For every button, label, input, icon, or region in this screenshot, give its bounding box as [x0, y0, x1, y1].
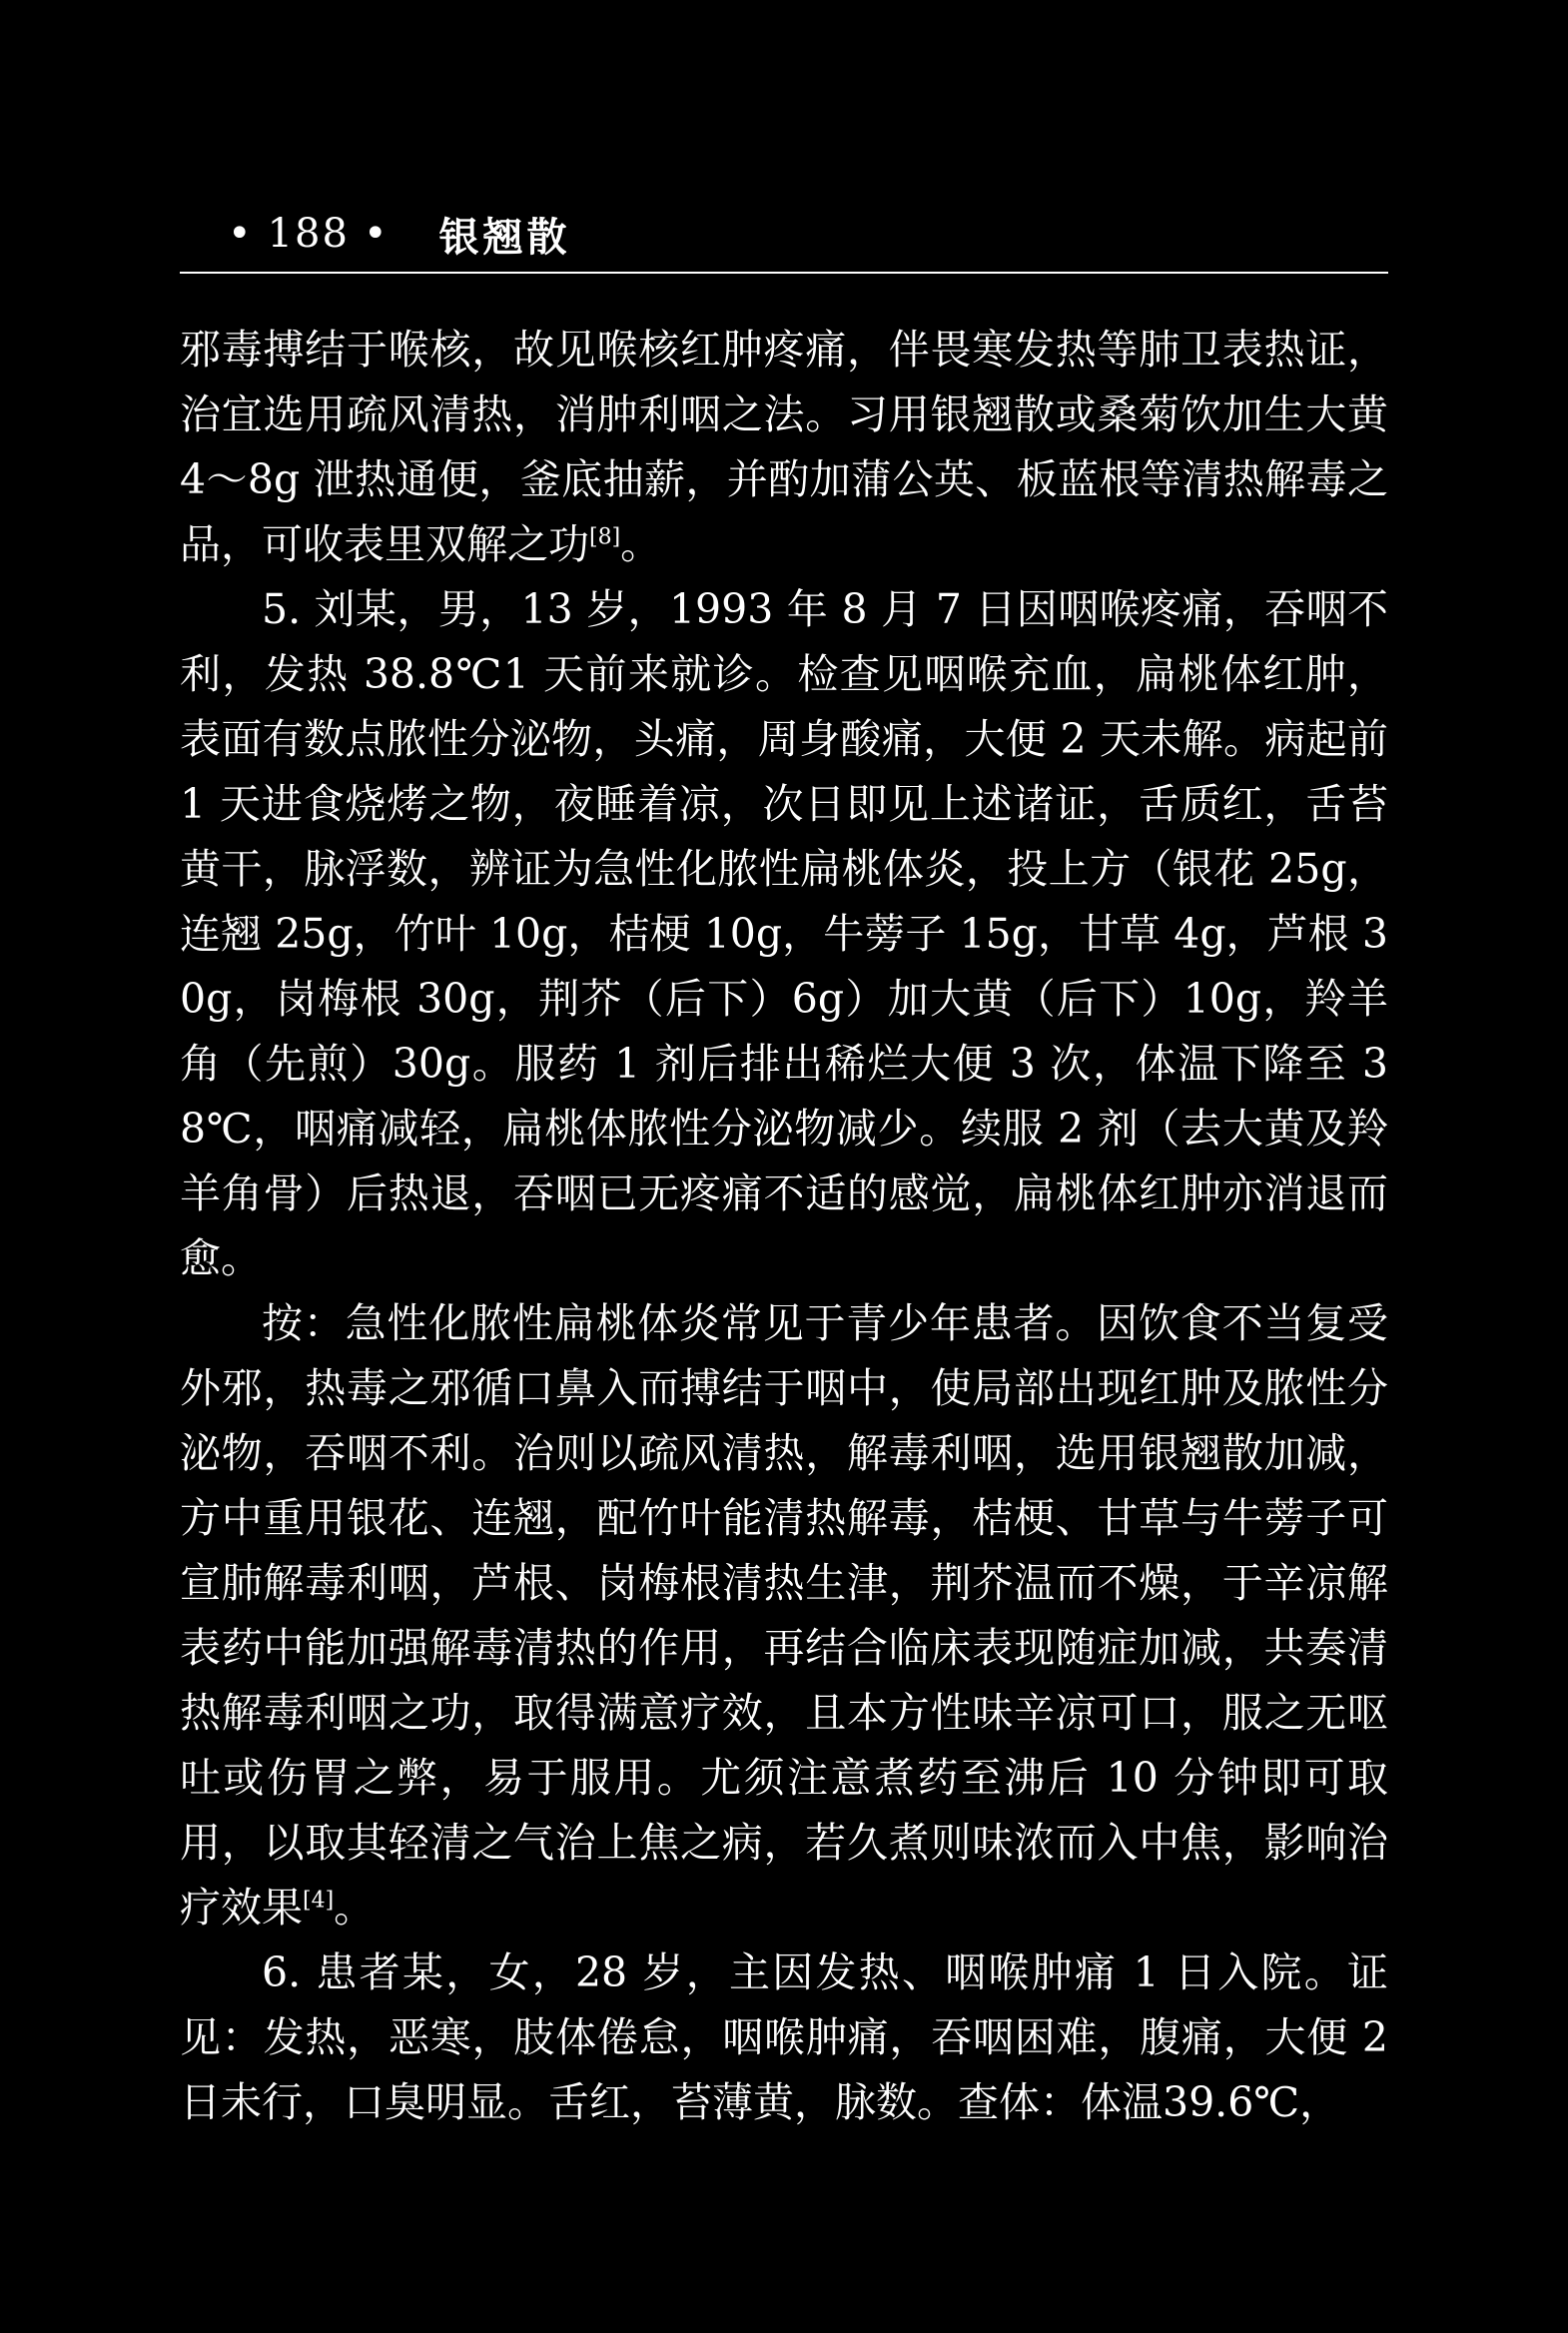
- header-rule: [180, 272, 1388, 274]
- header-bullet-right: •: [363, 211, 390, 257]
- citation-ref: [4]: [303, 1888, 335, 1914]
- book-title: 银翘散: [438, 213, 571, 261]
- paragraph-text: 邪毒搏结于喉核，故见喉核红肿疼痛，伴畏寒发热等肺卫表热证，治宜选用疏风清热，消肿利咽之法。习用银翘散或桑菊饮加生大黄 4～8g 泄热通便，釜底抽薪，并酌加蒲公英、板蓝根等清热解毒之品，可收表里双解之功: [180, 326, 1388, 568]
- header-bullet-left: •: [228, 211, 254, 257]
- paragraph-text: 按：急性化脓性扁桃体炎常见于青少年患者。因饮食不当复受外邪，热毒之邪循口鼻入而搏结于咽中，使局部出现红肿及脓性分泌物，吞咽不利。治则以疏风清热，解毒利咽，选用银翘散加减，方中重用银花、连翘，配竹叶能清热解毒，桔梗、甘草与牛蒡子可宣肺解毒利咽，芦根、岗梅根清热生津，荆芥温而不燥，于辛凉解表药中能加强解毒清热的作用，再结合临床表现随症加减，共奏清热解毒利咽之功，取得满意疗效，且本方性味辛凉可口，服之无呕吐或伤胃之弊，易于服用。尤须注意煮药至沸后 10 分钟即可取用，以取其轻清之气治上焦之病，若久煮则味浓而入中焦，影响治疗效果: [180, 1299, 1388, 1932]
- citation-ref: [8]: [589, 524, 621, 550]
- paragraph-continued: [180, 318, 1388, 577]
- paragraph-text: 6. 患者某，女，28 岁，主因发热、咽喉肿痛 1 日入院。证见：发热，恶寒，肢体倦怠，咽喉肿痛，吞咽困难，腹痛，大便 2日未行，口臭明显。舌红，苔薄黄，脉数。查体：体温39.6℃，: [180, 1948, 1388, 2126]
- paragraph-tail: 。: [334, 1884, 376, 1932]
- case-6-paragraph: [180, 1941, 1388, 2135]
- running-header: [214, 206, 571, 262]
- page-number: 188: [267, 211, 350, 257]
- paragraph-tail: 。: [620, 520, 662, 568]
- paragraph-text: 5. 刘某，男，13 岁，1993 年 8 月 7 日因咽喉疼痛，吞咽不利，发热 38.8℃1 天前来就诊。检查见咽喉充血，扁桃体红肿，表面有数点脓性分泌物，头痛，周身酸痛，大便 2 天未解。病起前 1 天进食烧烤之物，夜睡着凉，次日即见上述诸证，舌质红，舌苔黄干，脉浮数，辨证为急性化脓性扁桃体炎，投上方（银花 25g，连翘 25g，竹叶 10g，桔梗 10g，牛蒡子 15g，甘草 4g，芦根 30g，岗梅根 30g，荆芥（后下）6g）加大黄（后下）10g，羚羊角（先煎）30g。服药 1 剂后排出稀烂大便 3 次，体温下降至 38℃，咽痛减轻，扁桃体脓性分泌物减少。续服 2 剂（去大黄及羚羊角骨）后热退，吞咽已无疼痛不适的感觉，扁桃体红肿亦消退而愈。: [180, 585, 1388, 1282]
- body-text: [180, 318, 1388, 2135]
- case-5-paragraph: [180, 577, 1388, 1291]
- commentary-paragraph: [180, 1291, 1388, 1941]
